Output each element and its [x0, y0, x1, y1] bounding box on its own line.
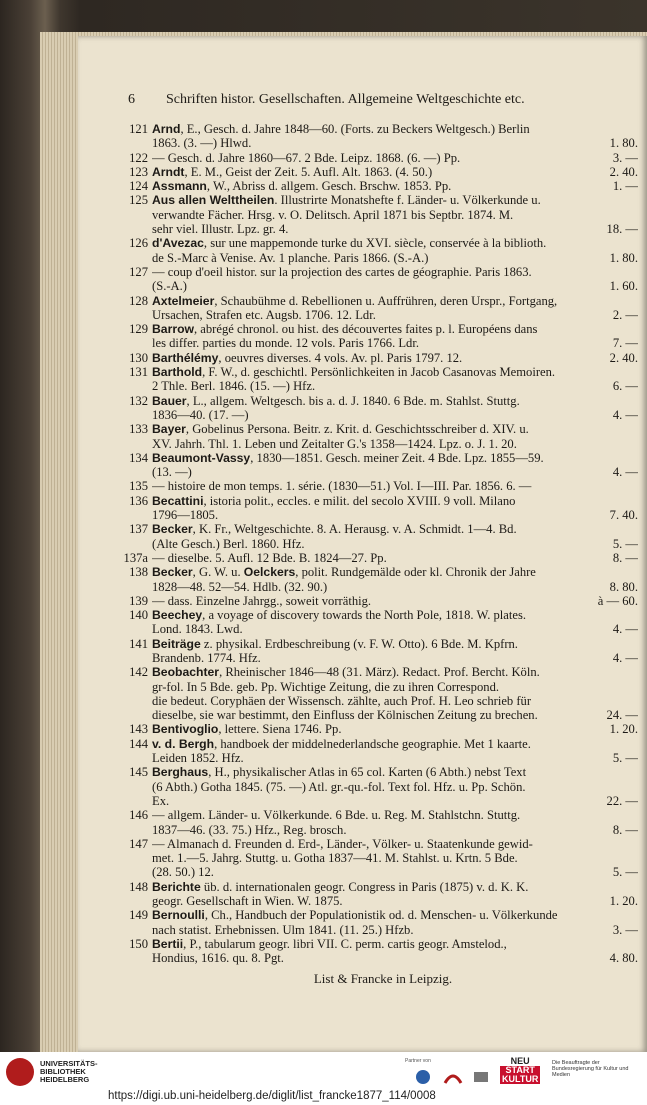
entry-price: 8. —	[612, 550, 638, 565]
entry-price: 5. —	[612, 865, 638, 880]
entry-price: 18. —	[606, 222, 638, 237]
entry-line: 4. — (13. —)	[152, 465, 638, 480]
entry-line: 7. — les differ. parties du monde. 12 vols. Paris 1766. Ldr.	[152, 336, 638, 351]
entry-line: 7. 40. 1796—1805.	[152, 508, 638, 523]
entry-line: 8. 80. 1828—48. 52—54. Hdlb. (32. 90.)	[152, 579, 638, 594]
entry-line: 1. 60. (S.-A.)	[152, 279, 638, 294]
catalog-entry	[128, 193, 638, 236]
entry-line: 3. — nach statist. Erhebnissen. Ulm 1841. (11. 25.) Hfzb.	[152, 922, 638, 937]
entry-line: 5. — (Alte Gesch.) Berl. 1860. Hfz.	[152, 536, 638, 551]
entry-price: 7. 40.	[609, 508, 638, 523]
catalog-entry	[128, 265, 638, 294]
catalog-entry	[128, 594, 638, 608]
entry-price: 6. —	[612, 379, 638, 394]
entry-price: 4. —	[612, 650, 638, 665]
entry-line: Barrow, abrégé chronol. ou hist. des découvertes faites p. l. Européens dans	[152, 322, 538, 337]
entry-line: 8. — — dieselbe. 5. Aufl. 12 Bde. B. 1824—27. Pp.	[152, 550, 638, 565]
entry-line: v. d. Bergh, handboek der middelnederlandsche geographie. Met 1 kaarte.	[152, 736, 531, 751]
entry-number: 147	[129, 836, 148, 851]
entry-number: 136	[129, 493, 148, 508]
catalog-entry	[128, 722, 638, 736]
book-page	[78, 36, 647, 1052]
entry-price: 1. 60.	[609, 279, 638, 294]
entry-line: Becker, G. W. u. Oelckers, polit. Rundgemälde oder kl. Chronik der Jahre	[152, 565, 536, 580]
entry-line: gr-fol. In 5 Bde. geb. Pp. Wichtige Zeitung, die zu ihren Correspond.	[152, 679, 500, 694]
entry-number: 125	[129, 193, 148, 208]
entry-line: Bauer, L., allgem. Weltgesch. bis a. d. J. 1840. 6 Bde. m. Stahlst. Stuttg.	[152, 393, 520, 408]
entry-line: 5. — (28. 50.) 12.	[152, 865, 638, 880]
entry-number: 128	[129, 293, 148, 308]
entry-line: 2. — Ursachen, Strafen etc. Augsb. 1706. 12. Ldr.	[152, 307, 638, 322]
entry-line: Bertii, P., tabularum geogr. libri VII. C. perm. cartis geogr. Amstelod.,	[152, 936, 507, 951]
entry-line: Beiträge z. physikal. Erdbeschreibung (v. F. W. Otto). 6 Bde. M. Kpfrn.	[152, 636, 518, 651]
catalog-entry	[128, 394, 638, 423]
entry-price: 4. —	[612, 407, 638, 422]
entry-price: 8. —	[612, 822, 638, 837]
entry-number: 138	[129, 565, 148, 580]
catalog-entry	[128, 565, 638, 594]
library-seal-icon	[6, 1058, 34, 1086]
page-content	[123, 92, 638, 986]
entry-line: 2. 40. Arndt, E. M., Geist der Zeit. 5. Aufl. Alt. 1863. (4. 50.)	[152, 164, 638, 179]
entry-number: 129	[129, 322, 148, 337]
entry-price: 2. —	[612, 307, 638, 322]
entry-number: 123	[129, 164, 148, 179]
entry-price: 1. 80.	[609, 250, 638, 265]
partner-logo-icon[interactable]	[470, 1068, 492, 1086]
catalog-entry	[128, 294, 638, 323]
entry-price: 1. 20.	[609, 722, 638, 737]
header-title: Schriften histor. Gesellschaften. Allgemeine Weltgeschichte etc.	[166, 92, 525, 107]
catalog-entry	[123, 550, 638, 565]
entry-number: 134	[129, 450, 148, 465]
partner-logo-icon[interactable]	[412, 1068, 434, 1086]
entry-price: 2. 40.	[609, 350, 638, 365]
catalog-entry	[128, 808, 638, 837]
running-header	[128, 92, 638, 108]
entry-number: 124	[129, 179, 148, 194]
entry-line: 8. — 1837—46. (33. 75.) Hfz., Reg. brosch.	[152, 822, 638, 837]
entry-line: Beobachter, Rheinischer 1846—48 (31. März). Redact. Prof. Bercht. Köln.	[152, 665, 540, 680]
entry-line: 18. — sehr viel. Illustr. Lpz. gr. 4.	[152, 222, 638, 237]
entry-number: 122	[129, 150, 148, 165]
entry-line: Becker, K. Fr., Weltgeschichte. 8. A. Herausg. v. A. Schmidt. 1—4. Bd.	[152, 522, 517, 537]
entry-number: 137a	[123, 550, 148, 565]
catalog-entry	[128, 908, 638, 937]
catalog-entry	[128, 451, 638, 480]
entry-line: 24. — dieselbe, sie war bestimmt, den Einfluss der Kölnischen Zeitung zu brechen.	[152, 708, 638, 723]
entry-price: 1. —	[612, 179, 638, 194]
entry-line: 2. 40. Barthélémy, oeuvres diverses. 4 vols. Av. pl. Paris 1797. 12.	[152, 350, 638, 365]
entry-number: 148	[129, 879, 148, 894]
catalog-entry	[128, 765, 638, 808]
entry-price: 5. —	[612, 536, 638, 551]
entry-number: 137	[129, 522, 148, 537]
entry-line: 3. — — Gesch. d. Jahre 1860—67. 2 Bde. Leipz. 1868. (6. —) Pp.	[152, 150, 638, 165]
entry-number: 121	[129, 122, 148, 136]
entry-number: 127	[129, 264, 148, 279]
entry-price: 4. —	[612, 622, 638, 637]
entry-number: 130	[129, 350, 148, 365]
entry-line: Axtelmeier, Schaubühme d. Rebellionen u. Auffrühren, deren Urspr., Fortgang,	[152, 293, 558, 308]
university-library-logo[interactable]	[6, 1058, 98, 1086]
entry-line: die bedeut. Coryphäen der Wissensch. zählte, auch Prof. H. Leo schrieb für	[152, 693, 532, 708]
catalog-entry	[128, 880, 638, 909]
entry-line: d'Avezac, sur une mappemonde turke du XVI. siècle, conservée à la biblioth.	[152, 236, 547, 251]
entry-number: 142	[129, 665, 148, 680]
catalog-entry	[128, 151, 638, 165]
entry-line: 4. 80. Hondius, 1616. qu. 8. Pgt.	[152, 951, 638, 966]
entry-line: Arnd, E., Gesch. d. Jahre 1848—60. (Forts. zu Beckers Weltgesch.) Berlin	[152, 122, 530, 136]
entry-line: — histoire de mon temps. 1. série. (1830—51.) Vol. I—III. Par. 1856. 6. —	[152, 479, 532, 494]
entry-line: 1. 80. de S.-Marc à Venise. Av. 1 planche. Paris 1866. (S.-A.)	[152, 250, 638, 265]
entry-number: 139	[129, 593, 148, 608]
catalog-entry	[128, 737, 638, 766]
entry-line: Bayer, Gobelinus Persona. Beitr. z. Krit. d. Geschichtsschreiber d. XIV. u.	[152, 422, 529, 437]
entry-line: XV. Jahrh. Thl. 1. Leben und Zeitalter G.'s 1358—1424. Lpz. o. J. 1. 20.	[152, 436, 517, 451]
page-url[interactable]: https://digi.ub.uni-heidelberg.de/diglit/list_francke1877_114/0008	[108, 1090, 436, 1102]
neustart-line-3: KULTUR	[502, 1074, 539, 1084]
entry-line: Beechey, a voyage of discovery towards the North Pole, 1818. W. plates.	[152, 608, 527, 623]
entry-price: 3. —	[612, 150, 638, 165]
entry-number: 145	[129, 765, 148, 780]
entry-line: verwandte Fächer. Hrsg. v. O. Delitsch. April 1871 bis Septbr. 1874. M.	[152, 207, 514, 222]
catalog-entry	[128, 322, 638, 351]
entry-line: 4. — Lond. 1843. Lwd.	[152, 622, 638, 637]
entry-price: 7. —	[612, 336, 638, 351]
catalog-entry	[128, 637, 638, 666]
entry-number: 141	[129, 636, 148, 651]
entry-line: — Almanach d. Freunden d. Erd-, Länder-, Völker- u. Staatenkunde gewid-	[152, 836, 533, 851]
entry-number: 150	[129, 936, 148, 951]
catalog-entry	[128, 608, 638, 637]
entry-line: Barthold, F. W., d. geschichtl. Persönlichkeiten in Jacob Casanovas Memoiren.	[152, 365, 556, 380]
entry-line: Bernoulli, Ch., Handbuch der Populationistik od. d. Menschen- u. Völkerkunde	[152, 908, 558, 923]
partners-label: Partner von	[405, 1058, 431, 1064]
entry-price: 4. 80.	[609, 951, 638, 966]
entry-line: (6 Abth.) Gotha 1845. (75. —) Atl. gr.-qu.-fol. Text fol. Hfz. u. Pp. Schön.	[152, 779, 526, 794]
entry-line: 4. — Brandenb. 1774. Hfz.	[152, 650, 638, 665]
entry-line: 6. — 2 Thle. Berl. 1846. (15. —) Hfz.	[152, 379, 638, 394]
entry-line: — coup d'oeil histor. sur la projection des cartes de géographie. Paris 1863.	[152, 264, 532, 279]
partner-logo-icon[interactable]	[442, 1068, 464, 1086]
neustart-line-2: START	[500, 1066, 540, 1075]
entry-number: 143	[129, 722, 148, 737]
entry-number: 140	[129, 608, 148, 623]
entry-price: 8. 80.	[609, 579, 638, 594]
entry-price: 1. 80.	[609, 136, 638, 151]
entry-price: 2. 40.	[609, 164, 638, 179]
entry-line: Aus allen Welttheilen. Illustrirte Monatshefte f. Länder- u. Völkerkunde u.	[152, 193, 541, 208]
entry-line: 5. — Leiden 1852. Hfz.	[152, 751, 638, 766]
entry-line: 4. — 1836—40. (17. —)	[152, 407, 638, 422]
entry-line: à — 60. — dass. Einzelne Jahrgg., soweit vorräthig.	[152, 593, 638, 608]
catalog-entry	[128, 837, 638, 880]
entry-number: 135	[129, 479, 148, 494]
entry-price: 22. —	[606, 793, 638, 808]
entry-number: 144	[129, 736, 148, 751]
catalog-entry	[128, 236, 638, 265]
entry-number: 133	[129, 422, 148, 437]
entry-line: met. 1.—5. Jahrg. Stuttg. u. Gotha 1837—41. M. Stahlst. u. Krtn. 5 Bde.	[152, 851, 518, 866]
entry-price: 24. —	[606, 708, 638, 723]
entry-number: 132	[129, 393, 148, 408]
entry-line: 1. — Assmann, W., Abriss d. allgem. Gesch. Brschw. 1853. Pp.	[152, 179, 638, 194]
entry-price: 3. —	[612, 922, 638, 937]
entry-line: Becattini, istoria polit., eccles. e milit. del secolo XVIII. 9 voll. Milano	[152, 493, 516, 508]
entry-price: 5. —	[612, 751, 638, 766]
catalog-entry	[128, 122, 638, 151]
entry-line: Beaumont-Vassy, 1830—1851. Gesch. meiner Zeit. 4 Bde. Lpz. 1855—59.	[152, 450, 544, 465]
bkm-logo-text[interactable]: Die Beauftragte der Bundesregierung für Kultur und Medien	[552, 1060, 629, 1078]
catalog-entries	[123, 122, 638, 966]
catalog-entry	[128, 522, 638, 551]
library-name: UNIVERSITÄTS- BIBLIOTHEK HEIDELBERG	[40, 1059, 98, 1084]
entry-line: 1. 80. 1863. (3. —) Hlwd.	[152, 136, 638, 151]
neustart-kultur-logo[interactable]	[500, 1057, 540, 1084]
entry-line: — allgem. Länder- u. Völkerkunde. 6 Bde. u. Reg. M. Stahlstchn. Stuttg.	[152, 808, 521, 823]
entry-line: 22. — Ex.	[152, 793, 638, 808]
catalog-entry	[128, 165, 638, 179]
entry-number: 149	[129, 908, 148, 923]
catalog-entry	[128, 351, 638, 365]
catalog-entry	[128, 479, 638, 493]
entry-price: 4. —	[612, 465, 638, 480]
catalog-entry	[128, 422, 638, 451]
entry-line: 1. 20. geogr. Gesellschaft in Wien. W. 1875.	[152, 894, 638, 909]
catalog-entry	[128, 494, 638, 523]
catalog-entry	[128, 365, 638, 394]
catalog-entry	[128, 665, 638, 722]
entry-number: 146	[129, 808, 148, 823]
entry-line: Berghaus, H., physikalischer Atlas in 65 col. Karten (6 Abth.) nebst Text	[152, 765, 527, 780]
entry-line: Berichte üb. d. internationalen geogr. Congress in Paris (1875) v. d. K. K.	[152, 879, 529, 894]
entry-price: à — 60.	[597, 593, 638, 608]
entry-number: 131	[129, 365, 148, 380]
entry-line: 1. 20. Bentivoglio, lettere. Siena 1746. Pp.	[152, 722, 638, 737]
entry-price: 1. 20.	[609, 894, 638, 909]
page-number: 6	[128, 92, 135, 107]
catalog-entry	[128, 937, 638, 966]
publisher-footer: List & Francke in Leipzig.	[313, 970, 453, 986]
catalog-entry	[128, 179, 638, 193]
entry-number: 126	[129, 236, 148, 251]
neustart-line-1: NEU	[510, 1056, 530, 1066]
